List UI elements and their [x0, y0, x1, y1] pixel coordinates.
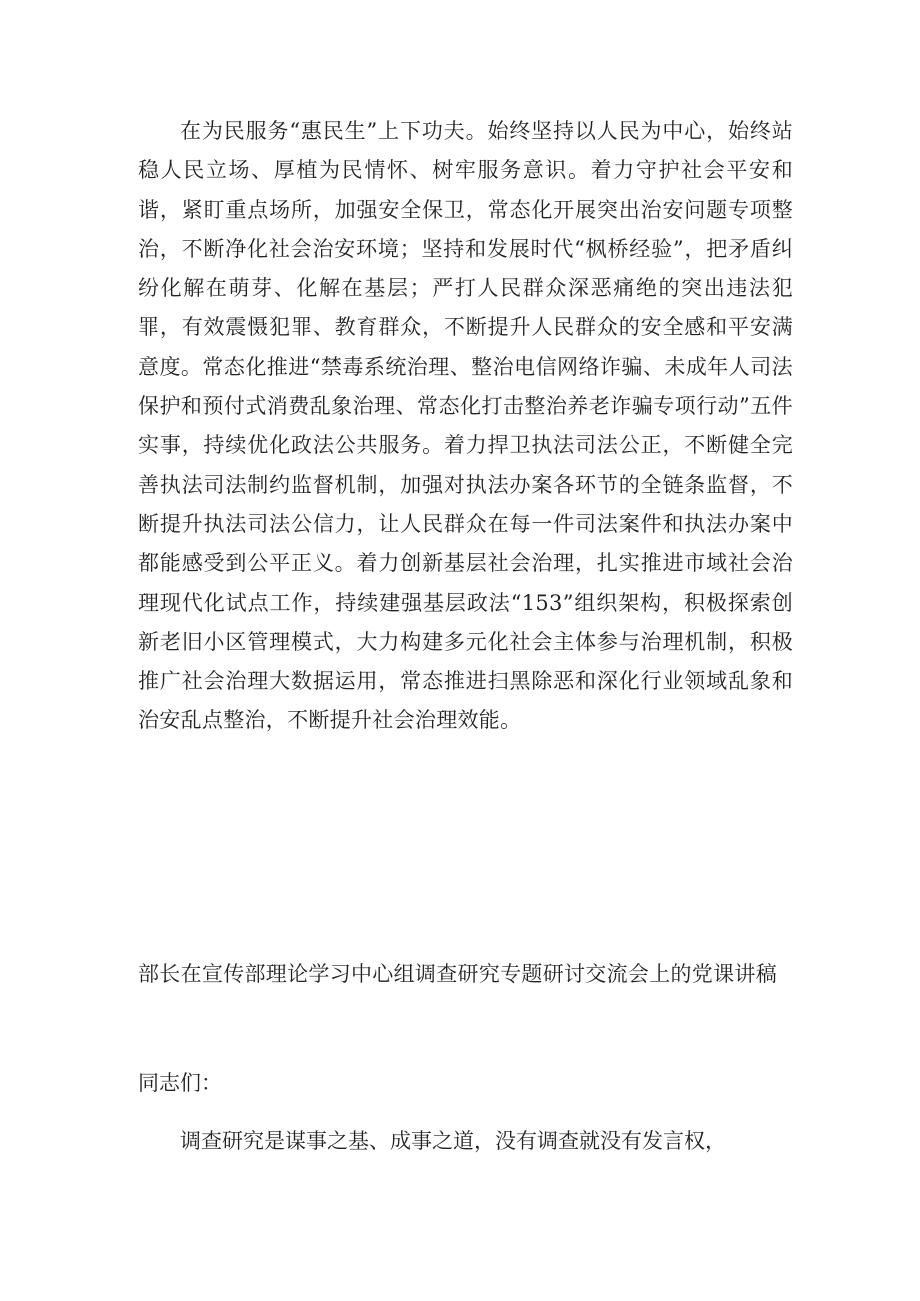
- speech-title: 部长在宣传部理论学习中心组调查研究专题研讨交流会上的党课讲稿: [138, 962, 777, 986]
- salutation: 同志们：: [138, 1071, 222, 1095]
- opening-paragraph: 调查研究是谋事之基、成事之道，没有调查就没有发言权，: [180, 1129, 726, 1153]
- body-paragraph: 在为民服务“惠民生”上下功夫。始终坚持以人民为中心，始终站稳人民立场、厚植为民情怀、树牢服务意识。着力守护社会平安和谐，紧盯重点场所，加强安全保卫，常态化开展突出治安问题专项整治，不断净化社会治安环境；坚持和发展时代“枫桥经验”，把矛盾纠纷化解在萌芽、化解在基层；严打人民群众深恶痛绝的突出违法犯罪，有效震慑犯罪、教育群众，不断提升人民群众的安全感和平安满意度。常态化推进“禁毒系统治理、整治电信网络诈骗、未成年人司法保护和预付式消费乱象治理、常态化打击整治养老诈骗专项行动”五件实事，持续优化政法公共服务。着力捍卫执法司法公正，不断健全完善执法司法制约监督机制，加强对执法办案各环节的全链条监督，不断提升执法司法公信力，让人民群众在每一件司法案件和执法办案中都能感受到公平正义。着力创新基层社会治理，扎实推进市域社会治理现代化试点工作，持续建强基层政法“153”组织架构，积极探索创新老旧小区管理模式，大力构建多元化社会主体参与治理机制，积极推广社会治理大数据运用，常态推进扫黑除恶和深化行业领域乱象和治安乱点整治，不断提升社会治理效能。: [138, 119, 793, 733]
